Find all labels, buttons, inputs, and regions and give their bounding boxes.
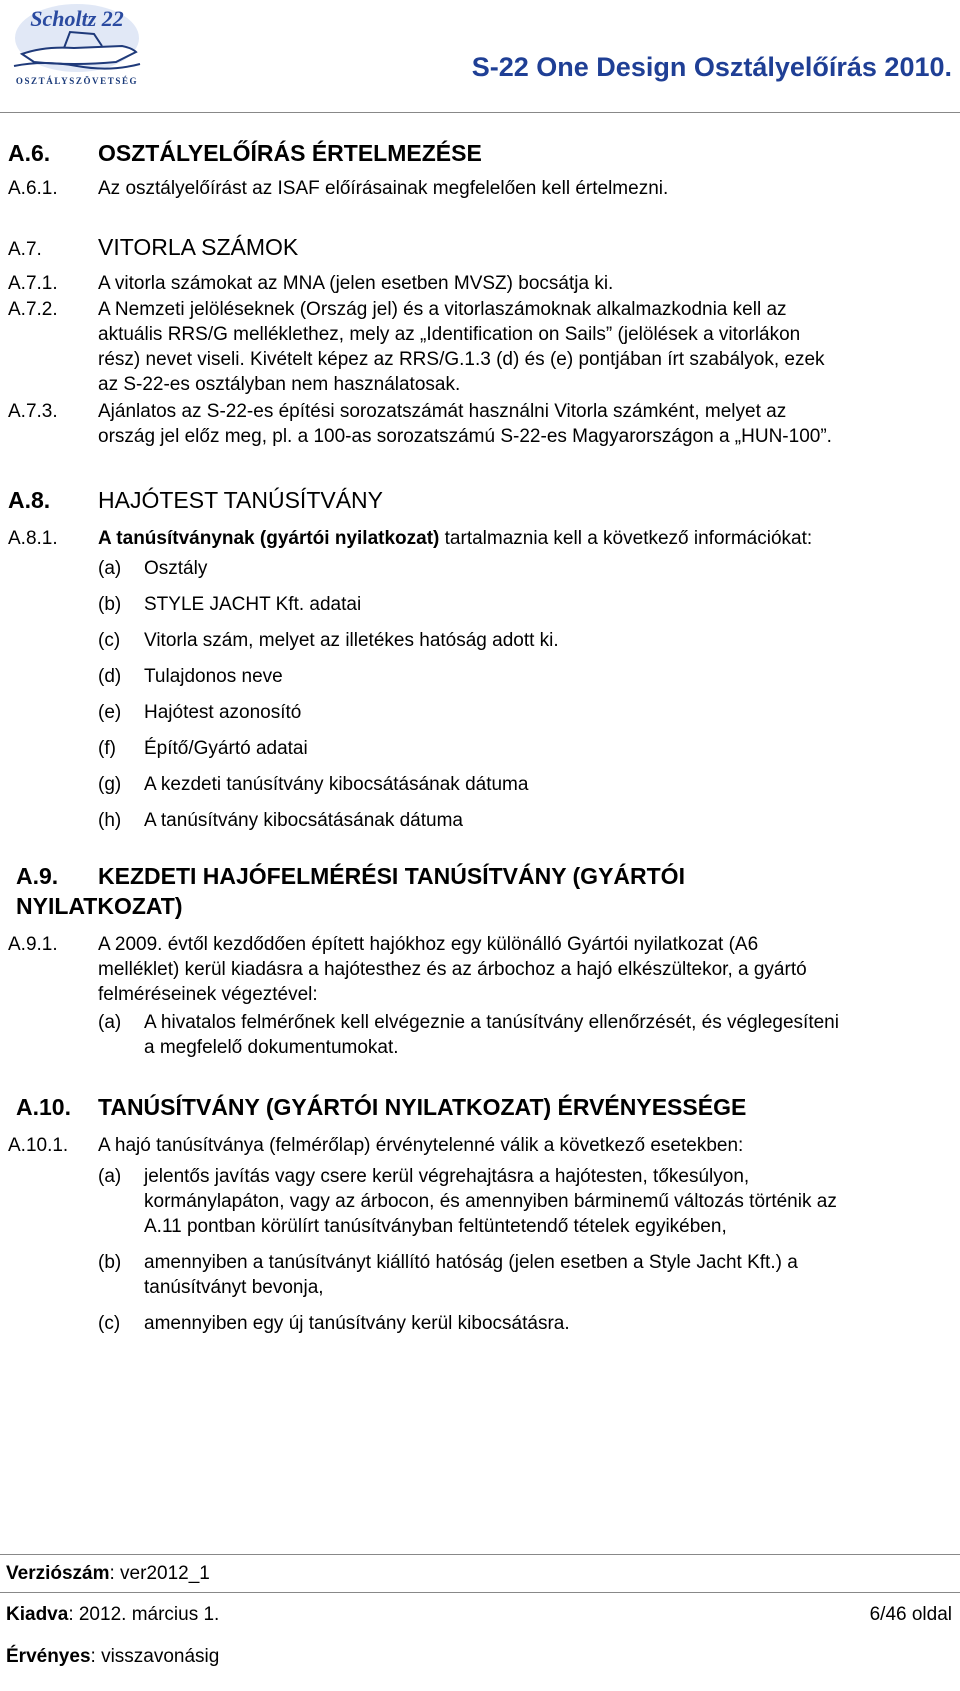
list-label: (b) (98, 1252, 122, 1273)
list-text: Osztály (144, 558, 208, 579)
list-label: (f) (98, 738, 116, 759)
section-title: TANÚSÍTVÁNY (GYÁRTÓI NYILATKOZAT) ÉRVÉNYESSÉGE (98, 1094, 747, 1120)
list-label: (h) (98, 810, 122, 831)
class-association-logo (4, 2, 150, 86)
list-text: tanúsítványt bevonja, (144, 1277, 324, 1298)
paragraph-number: A.7.3. (8, 401, 58, 422)
issue-key: Kiadva (6, 1604, 69, 1625)
list-text: Építő/Gyártó adatai (144, 738, 308, 759)
list-text: a megfelelő dokumentumokat. (144, 1037, 399, 1058)
validity-key: Érvényes (6, 1646, 91, 1667)
list-text: amennyiben egy új tanúsítvány kerül kibocsátásra. (144, 1313, 570, 1334)
paragraph-rest: tartalmaznia kell a következő információkat: (439, 528, 813, 549)
section-number: A.9. (16, 863, 59, 889)
footer-divider (0, 1554, 960, 1555)
list-text: kormánylapáton, vagy az árbocon, és amennyiben bárminemű változás történik az (144, 1191, 837, 1212)
section-heading-a9-cont (16, 892, 916, 921)
issue-line (6, 1604, 219, 1626)
list-text: STYLE JACHT Kft. adatai (144, 594, 362, 615)
list-label: (b) (98, 594, 122, 615)
list-text: A kezdeti tanúsítvány kibocsátásának dátuma (144, 774, 529, 795)
paragraph-text (98, 527, 960, 550)
paragraph-number: A.7.2. (8, 299, 58, 320)
paragraph-line: ország jel előz meg, pl. a 100-as sorozatszámú S-22-es Magyarországon a „HUN-100”. (98, 426, 832, 447)
list-text: Tulajdonos neve (144, 666, 283, 687)
paragraph-number: A.8.1. (8, 528, 58, 549)
paragraph-line: A 2009. évtől kezdődően épített hajókhoz egy különálló Gyártói nyilatkozat (A6 (98, 934, 759, 955)
list-text: A.11 pontban körülírt tanúsítványban feltüntetendő tételek egyikében, (144, 1216, 727, 1237)
header-divider (0, 112, 960, 113)
paragraph-text: A vitorla számokat az MNA (jelen esetben MVSZ) bocsátja ki. (98, 273, 614, 294)
validity-line (6, 1646, 219, 1668)
paragraph-line: az S-22-es osztályban nem használatosak. (98, 374, 461, 395)
version-line (6, 1563, 210, 1585)
version-key: Verziószám (6, 1563, 110, 1584)
list-text: A tanúsítvány kibocsátásának dátuma (144, 810, 463, 831)
list-text: Hajótest azonosító (144, 702, 302, 723)
page-header (0, 0, 960, 112)
list-label: (a) (98, 1012, 122, 1033)
section-number: A.7. (8, 239, 42, 260)
section-number: A.6. (8, 140, 51, 166)
section-title: HAJÓTEST TANÚSÍTVÁNY (98, 487, 383, 513)
logo-caption: OSZTÁLYSZÖVETSÉG (15, 76, 139, 86)
issue-value: : 2012. március 1. (68, 1604, 220, 1625)
page-footer (0, 1554, 960, 1691)
list-text: Vitorla szám, melyet az illetékes hatóság adott ki. (144, 630, 559, 651)
validity-value: : visszavonásig (90, 1646, 220, 1667)
paragraph-number: A.7.1. (8, 273, 58, 294)
page-number: 6/46 oldal (869, 1604, 952, 1625)
paragraph-line: A Nemzeti jelöléseknek (Ország jel) és a vitorlaszámoknak alkalmazkodnia kell az (98, 299, 787, 320)
list-text: A hivatalos felmérőnek kell elvégeznie a tanúsítvány ellenőrzését, és véglegesíteni (144, 1012, 839, 1033)
list-label: (g) (98, 774, 122, 795)
list-label: (a) (98, 1166, 122, 1187)
paragraph-line: aktuális RRS/G melléklethez, mely az „Identification on Sails” (jelölések a vitorlákon (98, 324, 801, 345)
section-heading-a10 (16, 1093, 916, 1122)
list-label: (a) (98, 558, 122, 579)
list-label: (c) (98, 630, 121, 651)
section-number: A.10. (16, 1094, 71, 1120)
section-title-line: KEZDETI HAJÓFELMÉRÉSI TANÚSÍTVÁNY (GYÁRTÓI (98, 863, 685, 889)
section-title-line: NYILATKOZAT) (16, 893, 183, 919)
paragraph-text: Az osztályelőírást az ISAF előírásainak megfelelően kell értelmezni. (98, 178, 669, 199)
section-title: OSZTÁLYELŐÍRÁS ÉRTELMEZÉSE (98, 140, 482, 166)
paragraph-line: felméréseinek végeztével: (98, 984, 318, 1005)
list-label: (e) (98, 702, 122, 723)
list-label: (c) (98, 1313, 121, 1334)
list-label: (d) (98, 666, 122, 687)
list-text: jelentős javítás vagy csere kerül végrehajtásra a hajótesten, tőkesúlyon, (144, 1166, 750, 1187)
paragraph-number: A.9.1. (8, 934, 58, 955)
document-title: S-22 One Design Osztályelőírás 2010. (471, 52, 952, 82)
emphasis-text: A tanúsítványnak (gyártói nyilatkozat) (98, 528, 440, 549)
section-number: A.8. (8, 487, 51, 513)
footer-divider (0, 1592, 960, 1593)
list-text: amennyiben a tanúsítványt kiállító hatóság (jelen esetben a Style Jacht Kft.) a (144, 1252, 798, 1273)
paragraph-line: melléklet) kerül kiadásra a hajótesthez és az árbochoz a hajó elkészültekor, a gyártó (98, 959, 807, 980)
paragraph-line: Ajánlatos az S-22-es építési sorozatszámát használni Vitorla számként, melyet az (98, 401, 787, 422)
paragraph-text: A hajó tanúsítványa (felmérőlap) érvénytelenné válik a következő esetekben: (98, 1135, 744, 1156)
paragraph-number: A.10.1. (8, 1135, 69, 1156)
section-title: VITORLA SZÁMOK (98, 234, 299, 260)
paragraph-number: A.6.1. (8, 178, 58, 199)
logo-script: Scholtz 22 (30, 6, 124, 31)
paragraph-line: rész) nevet viseli. Kivételt képez az RRS/G.1.3 (d) és (e) pontjában írt szabályok, ezek (98, 349, 825, 370)
version-value: : ver2012_1 (109, 1563, 210, 1584)
section-heading-a9 (16, 862, 916, 891)
